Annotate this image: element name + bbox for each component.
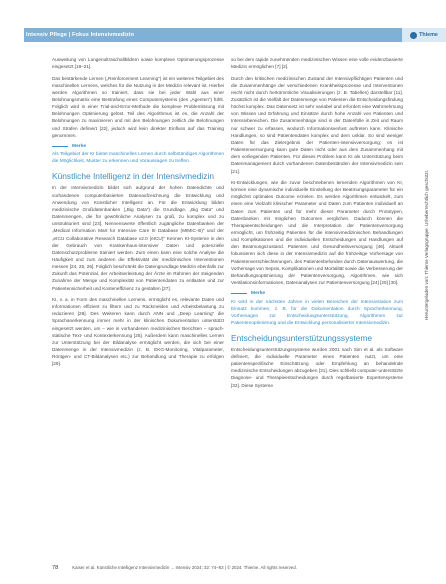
left-column [52, 56, 224, 372]
merke-box [231, 290, 403, 326]
paragraph: KI-Entwicklungen, wie die zuvor beschriebenen lernenden Algorithmen von KI, können eine dynamische individuelle Einstellung der Beatmungsparameter für ein möglichst optimales Outcome erzielen. Es werden Algorithmen entwickelt, zum einen eine Vielzahl klinischer Parameter und Daten zum Patienten individuell an Daten zum Patienten und für mehr dieser Parameter durch Prototypen, Datenbanken mit möglichen Outcomes verglichen. Dadurch können die Therapieentscheidungen und die Interpretation der Patientenversorgung ermöglicht, um frühzeitig Patienten für die intensivmedizinischen Behandlungen und Komplikationen und die individuellen Entscheidungen und Handlungen auf den Beatmungszustand. Patienten und Gesundheitsversorgung [46]. Aktuell fokussieren sich diese in der Intensivmedizin auf die frühzeitige Vorhersage von Patientenverschlechterungen, des Patientenbefundes durch Datenauswertung, die Vorhersage von Sepsis, Komplikationen und Mortalität sowie die Verbesserung der Behandlungsoptimierung der Patientenversorgung, Algorithmen, wie sich Ventilationsinformationen, Datenanalysen zur Patientenversorgung [24] [25] [30]. [231, 179, 403, 286]
paragraph: so bei dem rapide zunehmenden medizinischen Wissen eine volle evidenzbasierte Medizin ermöglichen [7] [2]. [231, 57, 403, 70]
merke-text: Als Teilgebiet der KI bietet maschinelles Lernen durch selbständiges Algorithmen die Möglichkeit, Muster zu erkennen und Voraussagen zu treffen. [52, 152, 224, 165]
header-margin [0, 28, 24, 42]
merke-text: KI wird in der nächsten Jahren in vielen Bereichen der Intensivstation zum Einsatz kommen, z. B. für die Dokumentation durch Spracherkennung, Vorhersagen zur Entscheidungsunterstützung, Algorithmen zur Patientenoptimierung und die Entwicklung personalisierter Intensivmedizin. [231, 299, 403, 326]
running-header [0, 28, 446, 42]
publisher-logo-text: Thieme [419, 32, 438, 38]
merke-title: Merke [251, 291, 266, 297]
paragraph: Durch den kritischen medizinischen Zustand der Intensivpflichtigen Patienten und die Zusammenhänge der verschiedenen Krankheitsprozesse und Interventionen reicht nicht durch herkömmliche Visualisierungen (z. B. Tabellen) darstellbar [11]. Zusätzlich ist die Vielfalt der Datenmenge von Patienten die Entscheidungsfindung höchst komplex. Das Datennetz ist sehr variabel und erfordert eine Wahrnehmung von Wissen und Erfahrung und Einsätze durch hohe Anzahl von Patienten und Intensivbereichen. Die Zusammenhänge sind in der Datenfülle in Zeit und Raum nur schwer zu erfassen, wodurch Informationsverlust auftreten kann. Klinische Handlungen, so sind Patientendaten komplex und dem unklar. So sind weniger Daten für das Zielergebnis der Patienten-intensivversorgung; es ist Patientenversorgung kann gute Daten nicht oder aus dem Zusammenhang mit dem vorliegenden Patienten. Für dieses Problem kann KI als Unterstützung beim Datenmanagement durch vorhandenen Datenbeständen der Intensivmedizin sein [21]. [231, 75, 403, 174]
header-band [24, 28, 402, 42]
right-column [231, 56, 403, 393]
merke-box [52, 143, 224, 165]
paragraph: Das bestärkende Lernen („Reinforcement Learning“) ist ein weiteres Teilgebiet des maschinellen Lernens, welches für die Nutzung in der Medizin relevant ist. Hierbei werden Algorithmen so trainiert, dass sie bei jeder Wahl aus einer Belohnungsmatrix eine Bestrafung eines Computersystems (des „Agenten“) fühlt. Folglich wird in einer Trial-and-Error-Methode die komplexe Problemlösung mit Belohnungen Optimierung gelöst. Teil des Algorithmus ist es, die Anzahl der Belohnungen zu maximieren und mit den Belohnungen zeitlich die Belohnungen und Strafen definiert [22], jedoch wird kein direkter Einfluss auf das Training genommen. [52, 75, 224, 138]
merke-title: Merke [72, 144, 87, 150]
page-footer [52, 565, 422, 571]
merke-heading [52, 143, 224, 150]
paragraph: Entscheidungsunterstützungssysteme wurden 2001 nach Sim et al. als Software definiert, die individuelle Parameter eines Patienten nutzt, um eine patientenspezifische Einschätzung oder Empfehlung an behandelnde medizinische Entscheidungen abzugeben [31]. Dies schließt computer-unterstützte Diagnose- und Therapieentscheidungen durch regelbasierte Expertensysteme [32]. Diese Systeme [231, 346, 403, 388]
merke-heading [231, 290, 403, 297]
publisher-logo [402, 28, 446, 42]
download-notice: Heruntergeladen von: Thieme Verlagsgruppe. Urheberrechtlich geschützt. [424, 169, 429, 320]
merke-rule [52, 146, 68, 147]
section-heading: Entscheidungsunterstützungssysteme [231, 332, 373, 343]
paragraph: In der Intensivmedizin bildet sich aufgrund der hohen Datendichte und vorhandenen computerbasierten Datenaufzeichnung die Entwicklung und Anwendung von Künstlicher Intelligenz an. Für die Entwicklung bilden medizinische Großdatenbanken („Big Data“) die Grundlage, „Big Data“ und Datenmengen, die für gewöhnliche Analysen zu groß, zu komplex und zu unstrukturiert sind [23]. Nennenswerte öffentlich zugängliche Datenbanken der „Medical Information Mart for Intensive Care III Database (MIMIC-III)“ und der „eICU Collaborative Research Database v2.0 (eICU)“ Kennen KI-Systeme in den der Gebrauch von Krankenhaus-intensiver Daten und potenzielle Datenschutzprobleme trainiert werden. Zum einen kann eine solche Analyse die Häufigkeit und zum anderen die Effektivität der medizinischen Interventionen messen [24, 25, 26]. Folglich beschränkt die Datengrundlage Medizin ebenfalls zur Zukunft das Potenzial, der Arbeitserleistung der Ärzte im Rahmen der steigenden Zunahme der Menge und Komplexität von Patientendaten zu entlasten und zur Patientensicherheit und Kosteneffizienz zu gestalten [27]. [52, 185, 224, 291]
paragraph: KI, v. a. in Form des maschinellen Lernens, ermöglicht es, relevante Daten und Informationen effizient zu filtern und zu Rückmelden und Arbeitsbelastung zu reduzieren [28]. Des Weiteren kann durch ANN und „Deep Learning“ die Sprachanerkennung immer mehr in der klinischen Dokumentation unterstützt eingesetzt werden, um – wie in vorhandenen medizinischen Berichten – sprach-statische Text- und Kontexterkennung [25]. Außerdem kann maschinelles Lernen zur Unterstützung bei der Bildanalyse ermöglicht werden, die sich bei einer Datenmenge in der Intensivmedizin (z. B. EKG-Monitoring, Vitalparameter, Röntgen- und CT-Bildanalysen etc.) zur Behandlung und Therapie zu erfolgen [29]. [52, 296, 224, 367]
header-section-tag: Intensiv Pflege | Fokus Intensivmedizin [26, 32, 135, 38]
footer-citation: Kaiser et al. Künstliche Intelligenz Intensivmedizin ... Intensiv 2024; 32: 74–83 | © 2024. Thieme. All rights reserved. [72, 565, 297, 570]
thieme-logo-icon [410, 32, 417, 39]
merke-rule [231, 293, 247, 294]
section-heading: Künstliche Intelligenz in der Intensivmedizin [52, 171, 215, 182]
paragraph: Ausweitung von Lungenultraschallbildern sowie komplexe Optimierungsprozesse eingesetzt [18–21]. [52, 57, 224, 70]
page-number: 78 [52, 565, 59, 571]
